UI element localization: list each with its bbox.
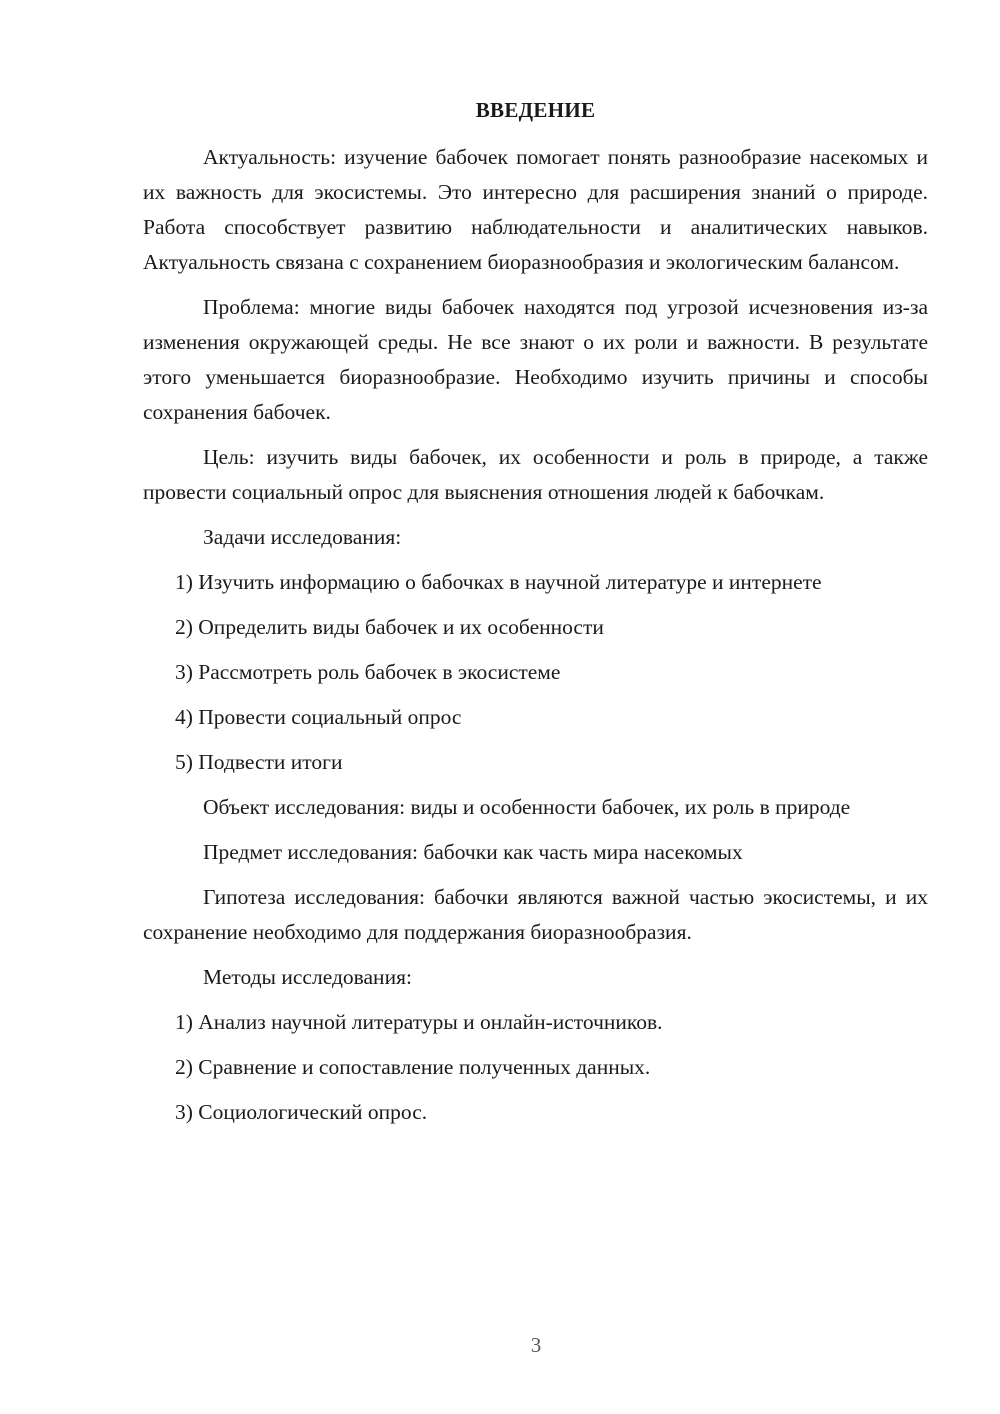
- tasks-heading: Задачи исследования:: [203, 525, 402, 549]
- list-item: 5) Подвести итоги: [175, 750, 343, 774]
- relevance-paragraph: Актуальность: изучение бабочек помогает понять разнообразие насекомых и их важность для экосистемы. Это интересно для расширения знаний о природе. Работа способствует развитию наблюдательности и аналитических навыков. Актуальность связана с сохранением биоразнообразия и экологическим балансом.: [143, 145, 928, 274]
- methods-heading: Методы исследования:: [203, 965, 412, 989]
- goal-paragraph: Цель: изучить виды бабочек, их особенности и роль в природе, а также провести социальный опрос для выяснения отношения людей к бабочкам.: [143, 445, 928, 504]
- list-item: 2) Определить виды бабочек и их особенности: [175, 615, 604, 639]
- tasks-list: [143, 565, 928, 780]
- list-item: 4) Провести социальный опрос: [175, 705, 462, 729]
- methods-list: [143, 1005, 928, 1130]
- list-item: 1) Анализ научной литературы и онлайн-источников.: [175, 1010, 663, 1034]
- page-number: 3: [530, 1333, 542, 1357]
- page-content: [143, 96, 928, 1140]
- list-item: 1) Изучить информацию о бабочках в научной литературе и интернете: [175, 570, 822, 594]
- section-title: ВВЕДЕНИЕ: [475, 98, 596, 122]
- list-item: 3) Рассмотреть роль бабочек в экосистеме: [175, 660, 561, 684]
- problem-paragraph: Проблема: многие виды бабочек находятся под угрозой исчезновения из-за изменения окружающей среды. Не все знают о их роли и важности. В результате этого уменьшается биоразнообразие. Необходимо изучить причины и способы сохранения бабочек.: [143, 295, 928, 424]
- object-paragraph: Объект исследования: виды и особенности бабочек, их роль в природе: [203, 795, 851, 819]
- list-item: 3) Социологический опрос.: [175, 1100, 428, 1124]
- subject-paragraph: Предмет исследования: бабочки как часть мира насекомых: [203, 840, 743, 864]
- list-item: 2) Сравнение и сопоставление полученных данных.: [175, 1055, 651, 1079]
- hypothesis-paragraph: Гипотеза исследования: бабочки являются важной частью экосистемы, и их сохранение необходимо для поддержания биоразнообразия.: [143, 885, 928, 944]
